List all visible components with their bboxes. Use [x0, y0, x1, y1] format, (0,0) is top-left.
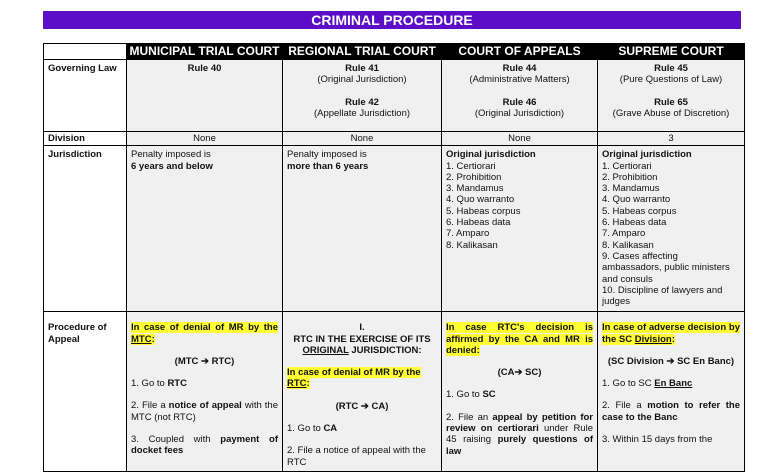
- list-item: 7. Amparo: [446, 228, 490, 240]
- header-corner: [44, 44, 127, 60]
- rule-text: Rule 46: [502, 96, 537, 108]
- list-item: 3. Mandamus: [602, 183, 660, 195]
- row-label-governing-law: Governing Law: [44, 60, 127, 132]
- list-item: 9. Cases affecting ambassadors, public ministers and consuls: [602, 250, 730, 285]
- cell-procedure-mtc: In case of denial of MR by the MTC: (MTC ➔ RTC) 1. Go to RTC 2. File a notice of appeal with the MTC (not RTC) 3. Coupled with payment of docket fees: [127, 312, 283, 472]
- rule-text: Rule 40: [187, 63, 222, 74]
- cell-division-rtc: None: [283, 132, 442, 146]
- cell-procedure-rtc: I. RTC IN THE EXERCISE OF ITS ORIGINAL JURISDICTION: In case of denial of MR by the RTC: (RTC ➔ CA) 1. Go to CA 2. File a notice of appeal with the RTC: [283, 312, 442, 472]
- header-ca: COURT OF APPEALS: [442, 44, 598, 60]
- cell-jurisdiction-sc: Original jurisdiction 1. Certiorari 2. Prohibition 3. Mandamus 4. Quo warranto 5. Habeas corpus 6. Habeas data 7. Amparo 8. Kalikasan 9. Cases affecting ambassadors, public ministers and consuls 10. Discipline of lawyers and judges: [598, 146, 745, 312]
- rule-desc: (Administrative Matters): [469, 74, 570, 86]
- rule-desc: (Pure Questions of Law): [619, 74, 723, 86]
- row-governing-law: [44, 60, 745, 132]
- cell-division-sc: 3: [598, 132, 745, 146]
- list-item: 6. Habeas data: [602, 217, 667, 229]
- procedure-table: [43, 43, 745, 472]
- row-jurisdiction: [44, 146, 745, 312]
- rule-text: Rule 42: [345, 96, 379, 108]
- cell-procedure-ca: In case RTC's decision is affirmed by the CA and MR is denied: (CA➔ SC) 1. Go to SC 2. File an appeal by petition for review on certiorari under Rule 45 raising purely questions of law: [442, 312, 598, 472]
- cell-jurisdiction-mtc: Penalty imposed is 6 years and below: [127, 146, 283, 312]
- rule-desc: (Grave Abuse of Discretion): [612, 107, 730, 119]
- cell-procedure-sc: In case of adverse decision by the SC Division: (SC Division ➔ SC En Banc) 1. Go to SC En Banc 2. File a motion to refer the case to the Banc 3. Within 15 days from the: [598, 312, 745, 472]
- list-item: 8. Kalikasan: [602, 239, 654, 251]
- list-item: 4. Quo warranto: [602, 194, 671, 206]
- rule-text: Rule 41: [345, 63, 379, 74]
- cell-governing-law-rtc: [283, 60, 442, 132]
- list-item: 10. Discipline of lawyers and judges: [602, 284, 723, 308]
- list-item: 1. Certiorari: [446, 160, 496, 172]
- cell-jurisdiction-rtc: Penalty imposed is more than 6 years: [283, 146, 442, 312]
- cell-division-mtc: None: [127, 132, 283, 146]
- page-title: CRIMINAL PROCEDURE: [43, 11, 741, 29]
- rule-text: Rule 45: [654, 63, 688, 74]
- list-item: 1. Certiorari: [602, 160, 652, 172]
- list-item: 4. Quo warranto: [446, 194, 515, 206]
- rule-desc: (Original Jurisdiction): [474, 107, 565, 119]
- flow-label: (MTC ➔ RTC): [174, 355, 235, 367]
- list-item: 5. Habeas corpus: [602, 205, 677, 217]
- row-label-jurisdiction: Jurisdiction: [44, 146, 127, 312]
- flow-label: (SC Division ➔ SC En Banc): [607, 355, 735, 367]
- rule-desc: (Appellate Jurisdiction): [313, 107, 411, 119]
- header-rtc: REGIONAL TRIAL COURT: [283, 44, 442, 60]
- list-item: 7. Amparo: [602, 228, 646, 240]
- header-sc: SUPREME COURT: [598, 44, 745, 60]
- list-item: 8. Kalikasan: [446, 239, 498, 251]
- row-label-procedure: Procedure of Appeal: [44, 312, 127, 472]
- cell-governing-law-ca: [442, 60, 598, 132]
- list-item: 6. Habeas data: [446, 217, 511, 229]
- rule-desc: (Original Jurisdiction): [317, 74, 407, 86]
- rule-text: Rule 44: [502, 63, 537, 74]
- list-item: 5. Habeas corpus: [446, 205, 521, 217]
- list-item: 3. Mandamus: [446, 183, 504, 195]
- row-division: [44, 132, 745, 146]
- list-item: 2. Prohibition: [446, 171, 502, 183]
- rule-text: Rule 65: [654, 96, 688, 108]
- cell-division-ca: None: [442, 132, 598, 146]
- row-label-division: Division: [44, 132, 127, 146]
- flow-label: (RTC ➔ CA): [335, 400, 389, 412]
- row-procedure-of-appeal: [44, 312, 745, 472]
- cell-jurisdiction-ca: Original jurisdiction 1. Certiorari 2. Prohibition 3. Mandamus 4. Quo warranto 5. Habeas corpus 6. Habeas data 7. Amparo 8. Kalikasan: [442, 146, 598, 312]
- cell-governing-law-sc: [598, 60, 745, 132]
- flow-label: (CA➔ SC): [497, 367, 542, 379]
- cell-governing-law-mtc: [127, 60, 283, 132]
- list-item: 2. Prohibition: [602, 171, 658, 183]
- header-row: [44, 44, 745, 60]
- header-mtc: MUNICIPAL TRIAL COURT: [127, 44, 283, 60]
